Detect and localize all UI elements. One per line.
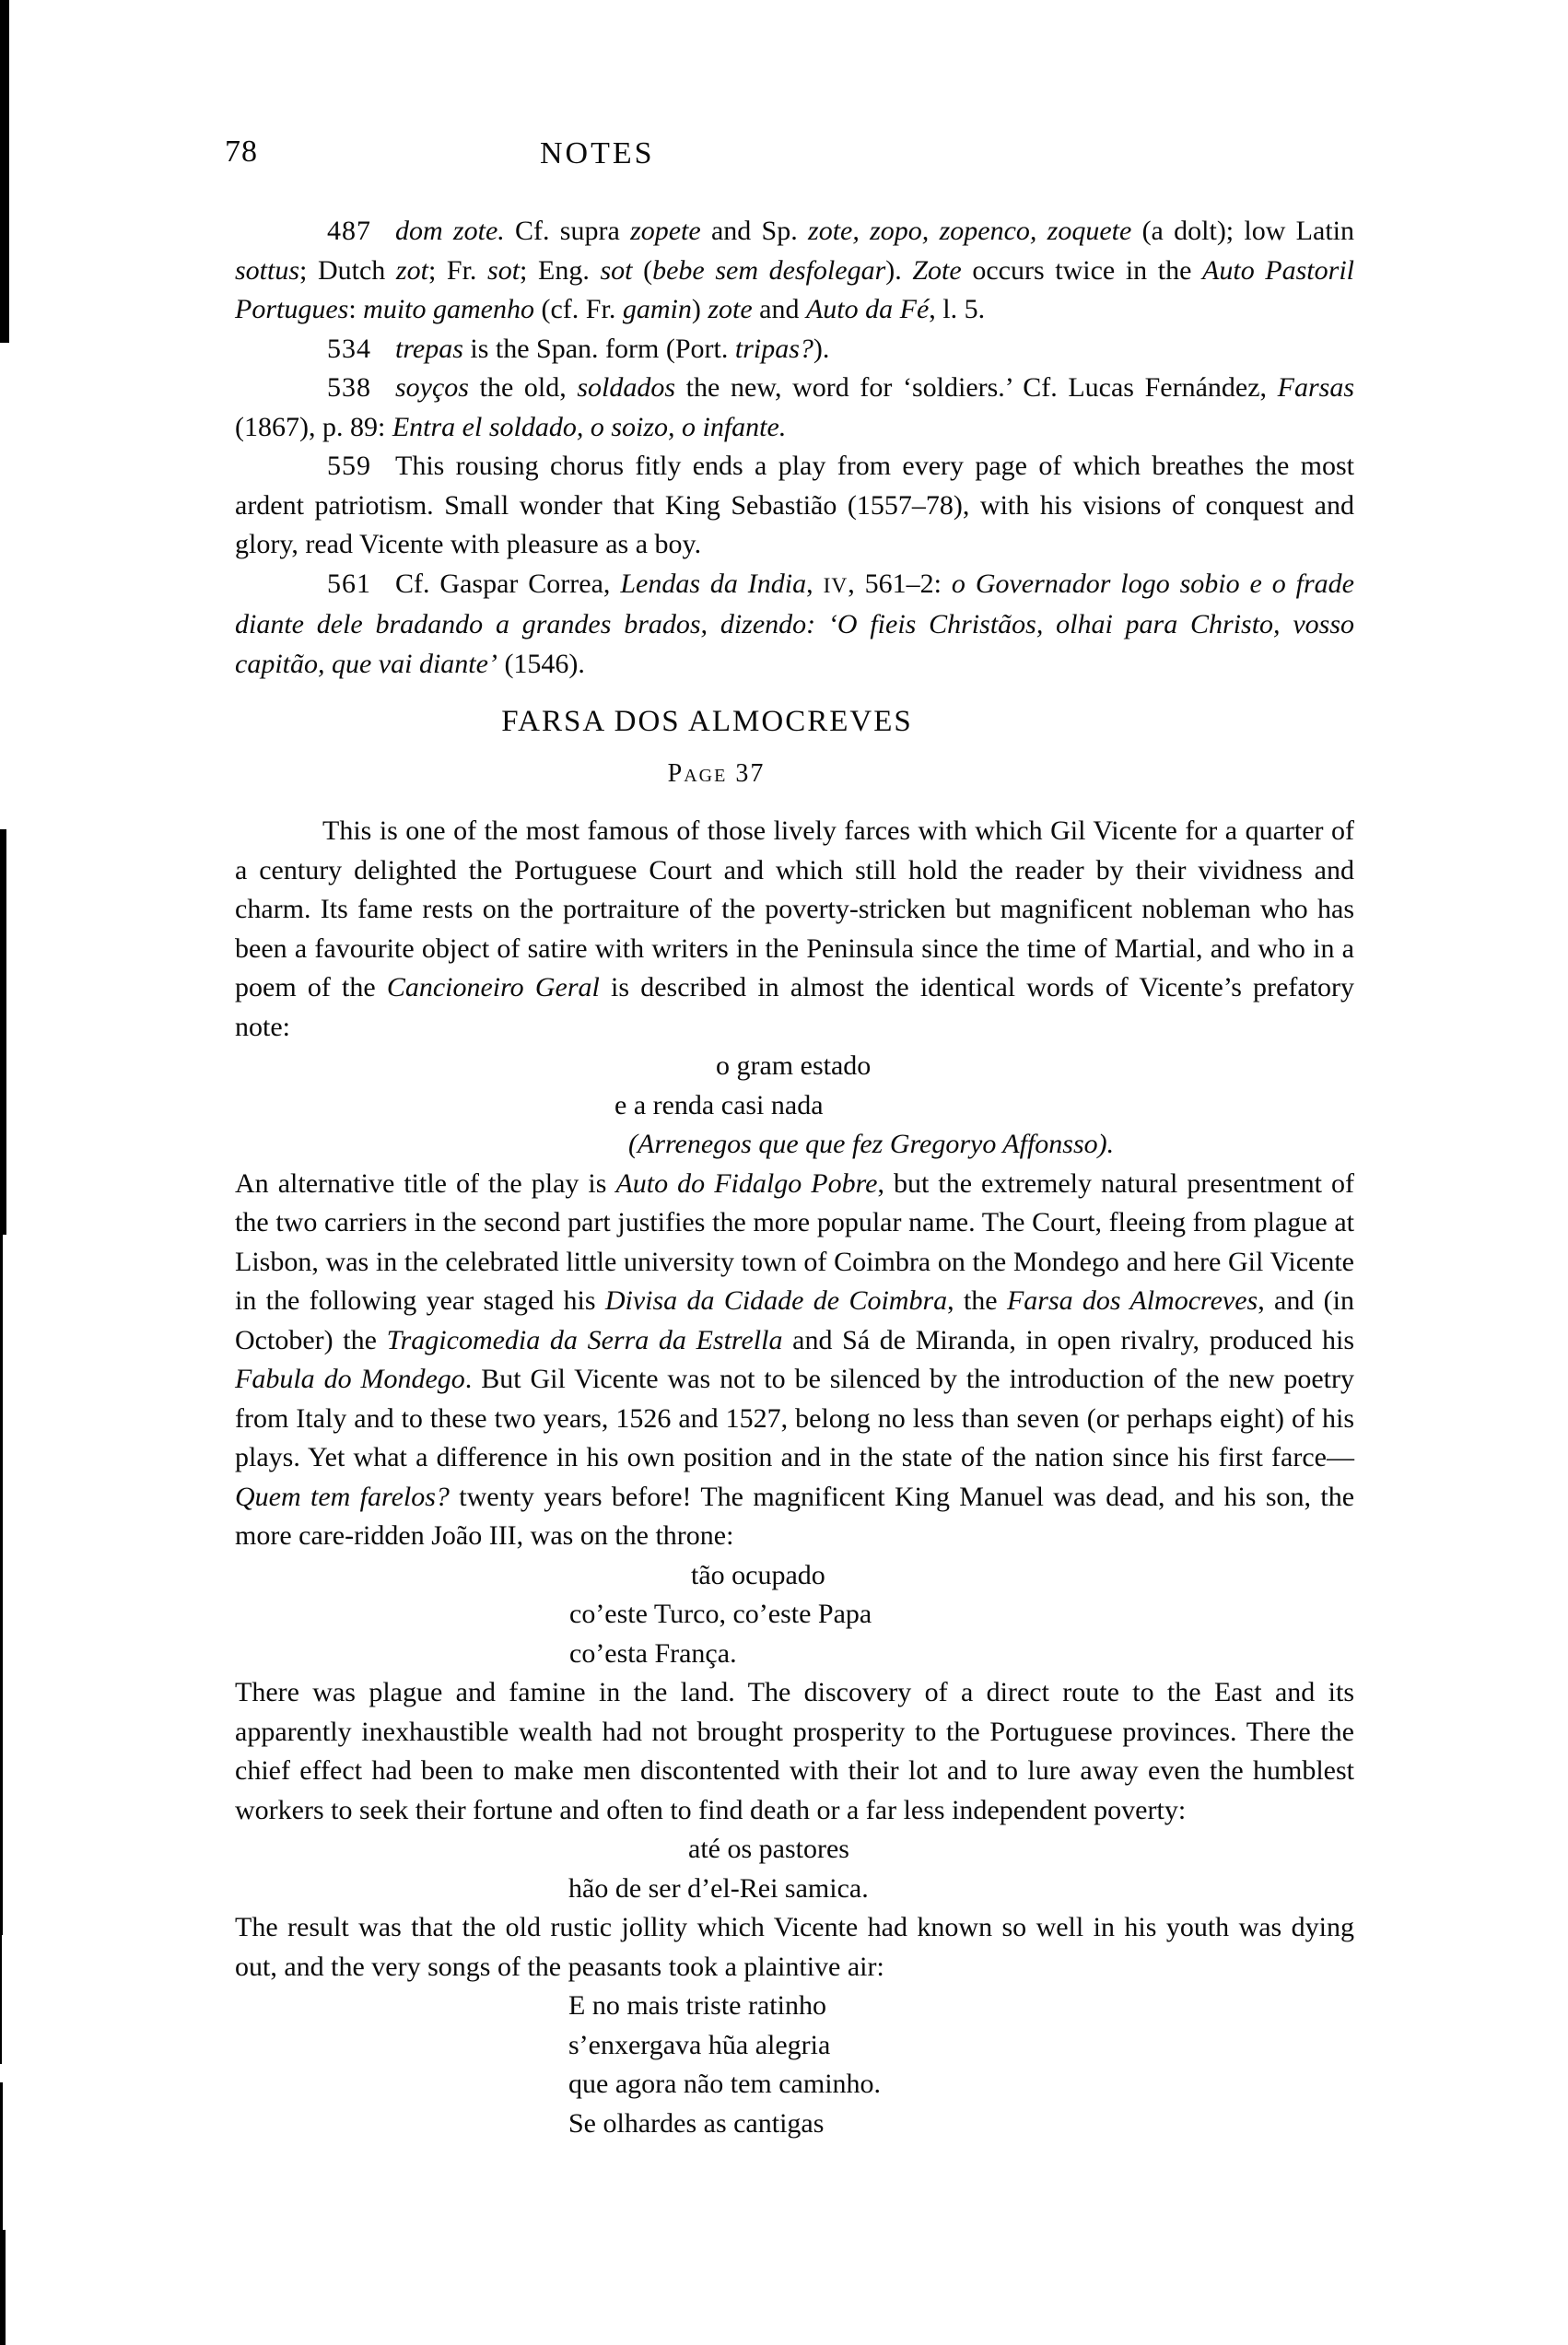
note-text: Cf. Gaspar Correa, Lendas da India, IV, 561–2: o Governador logo sobio e o frade diante dele bradando a grandes brados, dizendo: ‘O fieis Christãos, olhai para Christo, vosso capitão, que vai diante’ (1546). [235,568,1354,679]
verse-block [235,1987,1354,2143]
note-item-487 [235,212,1354,330]
scan-edge-artifact [0,1935,2,2064]
note-text: trepas is the Span. form (Port. tripas?). [395,333,830,364]
verse-line: que agora não tem caminho. [568,2069,882,2099]
verse-line: s’enxergava hũa alegria [568,2029,831,2060]
section-page-reference: Page 37 [667,758,766,788]
commentary-paragraph: An alternative title of the play is Auto do Fidalgo Pobre, but the extremely natural presentment of the two carriers in the second part justifies the more popular name. The Court, fleeing from plague at Lisbon, was in the celebrated little university town of Coimbra on the Mondego and here Gil Vicente in the following year staged his Divisa da Cidade de Coimbra, the Farsa dos Almocreves, and (in October) the Tragicomedia da Serra da Estrella and Sá de Miranda, in open rivalry, produced his Fabula do Mondego. But Gil Vicente was not to be silenced by the introduction of the new poetry from Italy and to these two years, 1526 and 1527, belong no less than seven (or perhaps eight) of his plays. Yet what a difference in his own position and in the state of the nation since his first farce—Quem tem farelos? twenty years before! The magnificent King Manuel was dead, and his son, the more care-ridden João III, was on the throne: [235,1167,1355,1551]
verse-block [235,1047,1354,1165]
verse-line: co’esta França. [569,1637,737,1669]
section-title: FARSA DOS ALMOCREVES [501,705,913,738]
note-text: dom zote. Cf. supra zopete and Sp. zote, zopo, zopenco, zoquete (a dolt); low Latin sottus; Dutch zot; Fr. sot; Eng. sot (bebe sem desfolegar). Zote occurs twice in the Auto Pastoril Portugues: muito gamenho (cf. Fr. gamin) zote and Auto da Fé, l. 5. [235,216,1354,324]
verse-line: (Arrenegos que que fez Gregoryo Affonsso). [628,1129,1115,1159]
note-number: 538 [327,372,371,403]
verse-line: hão de ser d’el-Rei samica. [568,1872,869,1904]
text-block [235,212,1354,2143]
verse-line: Se olhardes as cantigas [568,2107,825,2139]
note-item-538 [235,369,1354,447]
note-item-559 [235,447,1354,565]
commentary-paragraph: There was plague and famine in the land. The discovery of a direct route to the East and its apparently inexhaustible wealth had not brought prosperity to the Portuguese provinces. There the chief effect had been to make men discontented with their lot and to lure away even the humblest workers to seek their fortune and often to find death or a far less independent poverty: [235,1677,1354,1825]
verse-line: e a renda casi nada [614,1089,824,1120]
verse-line: E no mais triste ratinho [568,1990,826,2021]
verse-line: co’este Turco, co’este Papa [569,1599,872,1629]
note-text: This rousing chorus fitly ends a play from every page of which breathes the most ardent patriotism. Small wonder that King Sebastião (1557–78), with his visions of conquest and glory, read Vicente with pleasure as a boy. [235,451,1354,559]
note-item-561 [235,565,1354,685]
note-text: soyços the old, soldados the new, word for ‘soldiers.’ Cf. Lucas Fernández, Farsas (1867), p. 89: Entra el soldado, o soizo, o infante. [235,372,1354,442]
note-number: 534 [327,333,371,364]
verse-block [235,1830,1354,1908]
scan-edge-artifact [0,829,6,1235]
verse-line: até os pastores [688,1834,849,1864]
verse-line: tão ocupado [691,1559,825,1590]
scan-edge-artifact [0,0,9,343]
scan-edge-artifact [0,1235,3,1935]
scan-edge-artifact [0,2230,6,2345]
verse-block [235,1556,1354,1674]
note-number: 559 [327,451,371,481]
page-number: 78 [225,135,258,169]
verse-line: o gram estado [716,1050,872,1081]
commentary-paragraph: The result was that the old rustic jollity which Vicente had known so well in his youth was dying out, and the very songs of the peasants took a plaintive air: [235,1912,1354,1982]
note-item-534 [235,330,1354,369]
running-head: NOTES [540,136,655,170]
commentary-paragraph: This is one of the most famous of those lively farces with which Gil Vicente for a quarter of a century delighted the Portuguese Court and which still hold the reader by their vividness and charm. Its fame rests on the portraiture of the poverty-stricken but magnificent nobleman who has been a favourite object of satire with writers in the Peninsula since the time of Martial, and who in a poem of the Cancioneiro Geral is described in almost the identical words of Vicente’s prefatory note: [235,815,1354,1042]
note-number: 487 [327,216,371,246]
scan-edge-artifact [0,2082,3,2230]
note-number: 561 [327,568,371,599]
